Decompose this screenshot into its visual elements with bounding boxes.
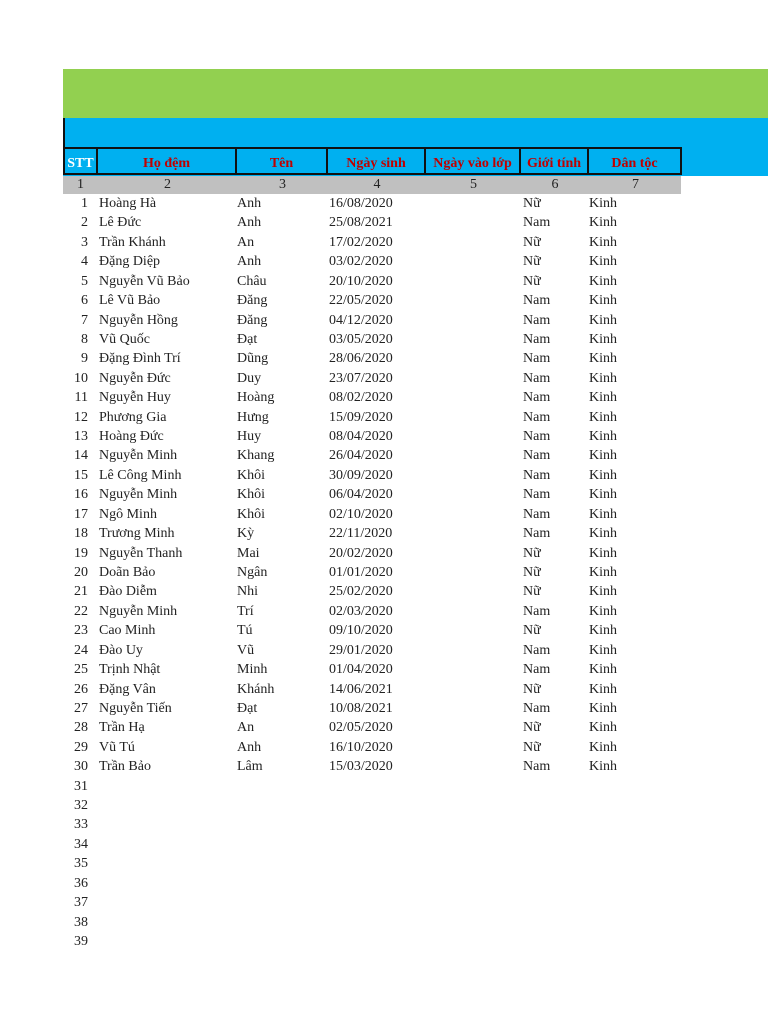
- cell-ngay-sinh[interactable]: 28/06/2020: [329, 351, 393, 367]
- cell-ten[interactable]: Mai: [237, 545, 260, 561]
- cell-dan-toc[interactable]: Kinh: [589, 564, 617, 580]
- table-row: [0, 854, 768, 873]
- cell-gioi-tinh[interactable]: Nam: [523, 467, 551, 483]
- table-row: [0, 777, 768, 796]
- cell-stt[interactable]: 37: [74, 895, 88, 911]
- cell-ho-dem[interactable]: Nguyễn Huy: [99, 390, 171, 406]
- cell-dan-toc[interactable]: Kinh: [589, 312, 617, 328]
- cell-dan-toc[interactable]: Kinh: [589, 448, 617, 464]
- cell-ngay-sinh[interactable]: 03/02/2020: [329, 254, 393, 270]
- cell-dan-toc[interactable]: Kinh: [589, 526, 617, 542]
- table-row: [0, 563, 768, 582]
- cell-ho-dem[interactable]: Hoàng Đức: [99, 429, 164, 445]
- cell-gioi-tinh[interactable]: Nam: [523, 390, 551, 406]
- cell-dan-toc[interactable]: Kinh: [589, 681, 617, 697]
- cell-stt[interactable]: 23: [74, 623, 88, 639]
- cell-dan-toc[interactable]: Kinh: [589, 584, 617, 600]
- cell-ten[interactable]: Anh: [237, 215, 262, 231]
- cell-ho-dem[interactable]: Nguyễn Hồng: [99, 312, 178, 328]
- cell-stt[interactable]: 21: [74, 584, 88, 600]
- table-row: [0, 252, 768, 271]
- cell-stt[interactable]: 39: [74, 933, 88, 949]
- header-ho-dem[interactable]: Họ đệm: [98, 147, 237, 175]
- cell-ngay-sinh[interactable]: 26/04/2020: [329, 448, 393, 464]
- cell-ngay-sinh[interactable]: 04/12/2020: [329, 312, 393, 328]
- cell-stt[interactable]: 10: [74, 370, 88, 386]
- cell-dan-toc[interactable]: Kinh: [589, 409, 617, 425]
- cell-stt[interactable]: 4: [81, 254, 88, 270]
- cell-dan-toc[interactable]: Kinh: [589, 642, 617, 658]
- cell-ho-dem[interactable]: Đào Diễm: [99, 584, 157, 600]
- cell-dan-toc[interactable]: Kinh: [589, 293, 617, 309]
- cell-stt[interactable]: 11: [74, 390, 88, 406]
- cell-dan-toc[interactable]: Kinh: [589, 196, 617, 211]
- table-row: [0, 757, 768, 776]
- cell-stt[interactable]: 16: [74, 487, 88, 503]
- cell-ngay-sinh[interactable]: 20/02/2020: [329, 545, 393, 561]
- cell-dan-toc[interactable]: Kinh: [589, 545, 617, 561]
- cell-stt[interactable]: 29: [74, 739, 88, 755]
- cell-ten[interactable]: Trí: [237, 603, 254, 619]
- table-row: [0, 427, 768, 446]
- cell-gioi-tinh[interactable]: Nữ: [523, 196, 541, 211]
- cell-ngay-sinh[interactable]: 30/09/2020: [329, 467, 393, 483]
- cell-gioi-tinh[interactable]: Nữ: [523, 545, 541, 561]
- table-row: [0, 874, 768, 893]
- cell-dan-toc[interactable]: Kinh: [589, 331, 617, 347]
- cell-gioi-tinh[interactable]: Nam: [523, 642, 551, 658]
- cell-ngay-sinh[interactable]: 22/05/2020: [329, 293, 393, 309]
- cell-dan-toc[interactable]: Kinh: [589, 467, 617, 483]
- cell-stt[interactable]: 25: [74, 662, 88, 678]
- table-row: [0, 388, 768, 407]
- table-row: [0, 466, 768, 485]
- cell-stt[interactable]: 31: [74, 778, 88, 794]
- table-row: [0, 913, 768, 932]
- cell-ho-dem[interactable]: Vũ Quốc: [99, 331, 150, 347]
- cell-gioi-tinh[interactable]: Nữ: [523, 234, 541, 250]
- table-row: [0, 505, 768, 524]
- header-ngay-vao-lop[interactable]: Ngày vào lớp: [426, 147, 521, 175]
- cell-dan-toc[interactable]: Kinh: [589, 390, 617, 406]
- cell-ngay-sinh[interactable]: 15/09/2020: [329, 409, 393, 425]
- table-row: [0, 621, 768, 640]
- cell-ho-dem[interactable]: Nguyễn Minh: [99, 603, 178, 619]
- cell-ngay-sinh[interactable]: 15/03/2020: [329, 759, 393, 775]
- cell-ngay-sinh[interactable]: 02/05/2020: [329, 720, 393, 736]
- cell-ngay-sinh[interactable]: 29/01/2020: [329, 642, 393, 658]
- cell-dan-toc[interactable]: Kinh: [589, 720, 617, 736]
- cell-gioi-tinh[interactable]: Nữ: [523, 584, 541, 600]
- cell-ho-dem[interactable]: Vũ Tú: [99, 739, 135, 755]
- cell-ho-dem[interactable]: Nguyễn Tiến: [99, 700, 172, 716]
- cell-gioi-tinh[interactable]: Nam: [523, 662, 551, 678]
- table-row: [0, 524, 768, 543]
- cell-gioi-tinh[interactable]: Nam: [523, 351, 551, 367]
- cell-ten[interactable]: Đăng: [237, 312, 268, 328]
- cell-stt[interactable]: 28: [74, 720, 88, 736]
- cell-ten[interactable]: Nhi: [237, 584, 258, 600]
- cell-stt[interactable]: 17: [74, 506, 88, 522]
- cell-dan-toc[interactable]: Kinh: [589, 254, 617, 270]
- cell-ten[interactable]: Hoàng: [237, 390, 275, 406]
- cell-stt[interactable]: 20: [74, 564, 88, 580]
- cell-stt[interactable]: 5: [81, 273, 88, 289]
- cell-ho-dem[interactable]: Phương Gia: [99, 409, 167, 425]
- cell-gioi-tinh[interactable]: Nữ: [523, 564, 541, 580]
- cell-dan-toc[interactable]: Kinh: [589, 506, 617, 522]
- cell-ten[interactable]: Vũ: [237, 642, 255, 658]
- cell-ngay-sinh[interactable]: 17/02/2020: [329, 234, 393, 250]
- cell-ten[interactable]: Duy: [237, 370, 262, 386]
- cell-ho-dem[interactable]: Nguyễn Đức: [99, 370, 171, 386]
- cell-ngay-sinh[interactable]: 14/06/2021: [329, 681, 393, 697]
- cell-ten[interactable]: An: [237, 234, 255, 250]
- cell-stt[interactable]: 12: [74, 409, 88, 425]
- table-row: [0, 330, 768, 349]
- cell-ten[interactable]: Lâm: [237, 759, 263, 775]
- cell-gioi-tinh[interactable]: Nam: [523, 526, 551, 542]
- cell-ho-dem[interactable]: Lê Vũ Bảo: [99, 293, 161, 309]
- cell-ten[interactable]: Đăng: [237, 293, 268, 309]
- cell-ten[interactable]: Kỳ: [237, 526, 255, 542]
- cell-stt[interactable]: 9: [81, 351, 88, 367]
- table-row: [0, 408, 768, 427]
- cell-ten[interactable]: Đạt: [237, 331, 258, 347]
- cell-ho-dem[interactable]: Lê Công Minh: [99, 467, 182, 483]
- cell-stt[interactable]: 2: [81, 215, 88, 231]
- table-row: [0, 660, 768, 679]
- cell-ho-dem[interactable]: Nguyễn Thanh: [99, 545, 183, 561]
- cell-stt[interactable]: 24: [74, 642, 88, 658]
- cell-stt[interactable]: 19: [74, 545, 88, 561]
- cell-ho-dem[interactable]: Doãn Bảo: [99, 564, 156, 580]
- cell-ten[interactable]: Khôi: [237, 506, 265, 522]
- cell-stt[interactable]: 18: [74, 526, 88, 542]
- cell-ngay-sinh[interactable]: 02/03/2020: [329, 603, 393, 619]
- header-stt[interactable]: STT: [63, 147, 98, 175]
- table-row: [0, 718, 768, 737]
- cell-ten[interactable]: Tú: [237, 623, 253, 639]
- table-row: [0, 485, 768, 504]
- cell-gioi-tinh[interactable]: Nam: [523, 448, 551, 464]
- cell-gioi-tinh[interactable]: Nam: [523, 331, 551, 347]
- header-dan-toc[interactable]: Dân tộc: [589, 147, 682, 175]
- header-gioi-tinh[interactable]: Giới tính: [521, 147, 589, 175]
- table-row: [0, 349, 768, 368]
- cell-ho-dem[interactable]: Đặng Diệp: [99, 254, 161, 270]
- cell-stt[interactable]: 30: [74, 759, 88, 775]
- cell-stt[interactable]: 14: [74, 448, 88, 464]
- table-row: [0, 932, 768, 951]
- cell-dan-toc[interactable]: Kinh: [589, 487, 617, 503]
- cell-ho-dem[interactable]: Trần Hạ: [99, 720, 145, 736]
- cell-ho-dem[interactable]: Trịnh Nhật: [99, 662, 161, 678]
- table-row: [0, 738, 768, 757]
- cell-ten[interactable]: Dũng: [237, 351, 269, 367]
- cell-stt[interactable]: 27: [74, 700, 88, 716]
- cell-stt[interactable]: 26: [74, 681, 88, 697]
- cell-ho-dem[interactable]: Đào Uy: [99, 642, 143, 658]
- cell-ten[interactable]: Minh: [237, 662, 268, 678]
- cell-ho-dem[interactable]: Đặng Đình Trí: [99, 351, 181, 367]
- cell-stt[interactable]: 1: [81, 196, 88, 211]
- cell-ten[interactable]: Huy: [237, 429, 262, 445]
- cell-ho-dem[interactable]: Cao Minh: [99, 623, 156, 639]
- cell-stt[interactable]: 3: [81, 234, 88, 250]
- cell-ngay-sinh[interactable]: 01/04/2020: [329, 662, 393, 678]
- cell-gioi-tinh[interactable]: Nữ: [523, 720, 541, 736]
- table-row: [0, 602, 768, 621]
- cell-ngay-sinh[interactable]: 20/10/2020: [329, 273, 393, 289]
- cell-ten[interactable]: Khôi: [237, 487, 265, 503]
- table-row: [0, 699, 768, 718]
- table-row: [0, 291, 768, 310]
- cell-gioi-tinh[interactable]: Nữ: [523, 273, 541, 289]
- cell-gioi-tinh[interactable]: Nam: [523, 487, 551, 503]
- cell-ngay-sinh[interactable]: 02/10/2020: [329, 506, 393, 522]
- cell-ngay-sinh[interactable]: 10/08/2021: [329, 700, 393, 716]
- table-row: [0, 815, 768, 834]
- cell-ho-dem[interactable]: Nguyễn Minh: [99, 487, 178, 503]
- header-ten[interactable]: Tên: [237, 147, 328, 175]
- header-band-border: [63, 118, 65, 148]
- cell-dan-toc[interactable]: Kinh: [589, 215, 617, 231]
- cell-ngay-sinh[interactable]: 08/02/2020: [329, 390, 393, 406]
- column-number-row: [63, 176, 681, 194]
- cell-ten[interactable]: Hưng: [237, 409, 269, 425]
- cell-ten[interactable]: Đạt: [237, 700, 258, 716]
- cell-dan-toc[interactable]: Kinh: [589, 370, 617, 386]
- table-row: [0, 582, 768, 601]
- cell-ho-dem[interactable]: Trần Bảo: [99, 759, 151, 775]
- cell-ho-dem[interactable]: Lê Đức: [99, 215, 142, 231]
- cell-stt[interactable]: 13: [74, 429, 88, 445]
- table-row: [0, 213, 768, 232]
- column-number[interactable]: 2: [164, 177, 171, 192]
- cell-gioi-tinh[interactable]: Nam: [523, 603, 551, 619]
- cell-ten[interactable]: Anh: [237, 196, 262, 211]
- cell-gioi-tinh[interactable]: Nam: [523, 370, 551, 386]
- cell-gioi-tinh[interactable]: Nam: [523, 409, 551, 425]
- cell-dan-toc[interactable]: Kinh: [589, 759, 617, 775]
- cell-stt[interactable]: 8: [81, 331, 88, 347]
- cell-ho-dem[interactable]: Đặng Vân: [99, 681, 156, 697]
- cell-ngay-sinh[interactable]: 25/08/2021: [329, 215, 393, 231]
- column-number[interactable]: 6: [551, 177, 559, 192]
- cell-dan-toc[interactable]: Kinh: [589, 351, 617, 367]
- cell-ho-dem[interactable]: Nguyễn Vũ Bảo: [99, 273, 190, 289]
- table-row: [0, 544, 768, 563]
- table-row: [0, 311, 768, 330]
- cell-dan-toc[interactable]: Kinh: [589, 700, 617, 716]
- table-row: [0, 796, 768, 815]
- cell-ngay-sinh[interactable]: 06/04/2020: [329, 487, 393, 503]
- cell-ngay-sinh[interactable]: 16/08/2020: [329, 196, 393, 211]
- column-number[interactable]: 4: [373, 177, 381, 192]
- column-number[interactable]: 3: [279, 177, 286, 192]
- cell-gioi-tinh[interactable]: Nam: [523, 215, 551, 231]
- cell-ho-dem[interactable]: Trần Khánh: [99, 234, 166, 250]
- cell-dan-toc[interactable]: Kinh: [589, 603, 617, 619]
- table-row: [0, 194, 768, 213]
- cell-ten[interactable]: Khang: [237, 448, 275, 464]
- cell-ten[interactable]: Ngân: [237, 564, 268, 580]
- cell-stt[interactable]: 15: [74, 467, 88, 483]
- cell-dan-toc[interactable]: Kinh: [589, 662, 617, 678]
- cell-gioi-tinh[interactable]: Nam: [523, 312, 551, 328]
- cell-ngay-sinh[interactable]: 01/01/2020: [329, 564, 393, 580]
- cell-stt[interactable]: 7: [81, 312, 88, 328]
- cell-gioi-tinh[interactable]: Nam: [523, 700, 551, 716]
- cell-gioi-tinh[interactable]: Nữ: [523, 739, 541, 755]
- cell-ho-dem[interactable]: Trương Minh: [99, 526, 175, 542]
- cell-gioi-tinh[interactable]: Nam: [523, 759, 551, 775]
- cell-gioi-tinh[interactable]: Nam: [523, 429, 551, 445]
- cell-ho-dem[interactable]: Ngô Minh: [99, 506, 157, 522]
- cell-dan-toc[interactable]: Kinh: [589, 429, 617, 445]
- table-row: [0, 369, 768, 388]
- cell-ten[interactable]: Anh: [237, 254, 262, 270]
- cell-gioi-tinh[interactable]: Nam: [523, 506, 551, 522]
- cell-ten[interactable]: Châu: [237, 273, 267, 289]
- cell-ngay-sinh[interactable]: 23/07/2020: [329, 370, 393, 386]
- title-band: [63, 69, 768, 118]
- cell-ngay-sinh[interactable]: 25/02/2020: [329, 584, 393, 600]
- cell-ho-dem[interactable]: Nguyễn Minh: [99, 448, 178, 464]
- cell-stt[interactable]: 35: [74, 856, 88, 872]
- table-row: [0, 835, 768, 854]
- table-row: [0, 233, 768, 252]
- table-row: [0, 272, 768, 291]
- column-number[interactable]: 1: [77, 177, 84, 192]
- cell-dan-toc[interactable]: Kinh: [589, 739, 617, 755]
- cell-gioi-tinh[interactable]: Nữ: [523, 623, 541, 639]
- cell-dan-toc[interactable]: Kinh: [589, 273, 617, 289]
- column-number[interactable]: 5: [470, 177, 477, 192]
- table-row: [0, 680, 768, 699]
- cell-ngay-sinh[interactable]: 03/05/2020: [329, 331, 393, 347]
- cell-ten[interactable]: An: [237, 720, 255, 736]
- cell-stt[interactable]: 36: [74, 875, 88, 891]
- cell-stt[interactable]: 22: [74, 603, 88, 619]
- table-row: [0, 641, 768, 660]
- cell-stt[interactable]: 38: [74, 914, 88, 930]
- cell-stt[interactable]: 34: [74, 836, 88, 852]
- cell-ngay-sinh[interactable]: 08/04/2020: [329, 429, 393, 445]
- cell-gioi-tinh[interactable]: Nam: [523, 293, 551, 309]
- column-number[interactable]: 7: [632, 177, 639, 192]
- cell-ngay-sinh[interactable]: 22/11/2020: [329, 526, 393, 542]
- header-ngay-sinh[interactable]: Ngày sinh: [328, 147, 426, 175]
- cell-dan-toc[interactable]: Kinh: [589, 234, 617, 250]
- cell-stt[interactable]: 6: [81, 293, 88, 309]
- cell-gioi-tinh[interactable]: Nữ: [523, 254, 541, 270]
- cell-dan-toc[interactable]: Kinh: [589, 623, 617, 639]
- table-row: [0, 893, 768, 912]
- cell-ten[interactable]: Khánh: [237, 681, 275, 697]
- table-row: [0, 446, 768, 465]
- cell-stt[interactable]: 32: [74, 798, 88, 814]
- cell-ho-dem[interactable]: Hoàng Hà: [99, 196, 157, 211]
- cell-stt[interactable]: 33: [74, 817, 88, 833]
- cell-ngay-sinh[interactable]: 09/10/2020: [329, 623, 393, 639]
- cell-gioi-tinh[interactable]: Nữ: [523, 681, 541, 697]
- cell-ten[interactable]: Anh: [237, 739, 262, 755]
- cell-ngay-sinh[interactable]: 16/10/2020: [329, 739, 393, 755]
- cell-ten[interactable]: Khôi: [237, 467, 265, 483]
